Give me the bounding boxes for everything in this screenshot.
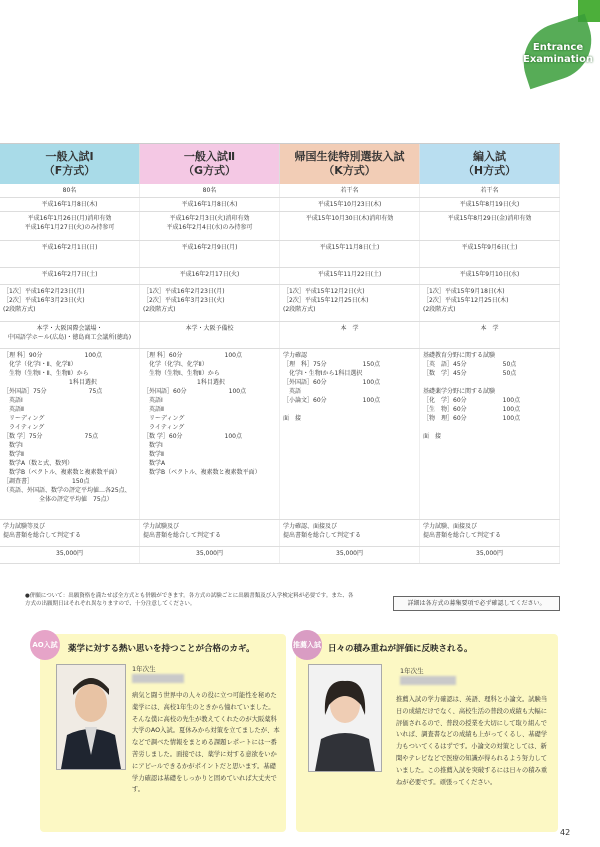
exam-date-cell: 平成16年2月9日(月)	[140, 241, 280, 267]
header-row	[0, 144, 560, 184]
fee-cell: 35,000円	[280, 547, 420, 563]
row-fee	[0, 547, 560, 564]
fee-cell: 35,000円	[420, 547, 560, 563]
column-header-g	[140, 144, 280, 184]
deadline-cell: 平成15年8月29日(金)消印有効	[420, 212, 560, 240]
row-result-date	[0, 268, 560, 285]
column-header-h	[420, 144, 560, 184]
page-number: 42	[560, 828, 571, 837]
student-portrait	[309, 665, 381, 771]
row-procedure	[0, 285, 560, 322]
venue-cell: 本学・大阪国際会議場・ 中国語学ホール(広島)・徳島商工会議所(徳島)	[0, 322, 140, 348]
story-body: 推薦入試の学力確認は、英語、理科と小論文。試験当日の成績だけでなく、高校生活の普段の成績も大幅に評価されるので、普段の授業を大切にして取り組んでいれば、調査書などの成績も上がってくるし、基礎学力もついてくるはずです。小論文の対策としては、新聞やテレビなどで医療の知識が得られるよう努力していました。この推薦入試を突破するには日々の積み重ねが必要です。頑張ってください。	[396, 696, 548, 786]
row-subjects	[0, 349, 560, 520]
exam-date-cell: 平成15年9月6日(土)	[420, 241, 560, 267]
suisen-badge: 推薦入試	[292, 630, 322, 660]
header-title: 編入試	[473, 150, 506, 163]
row-capacity	[0, 184, 560, 198]
row-method	[0, 520, 560, 547]
column-header-k	[280, 144, 420, 184]
row-deadline	[0, 212, 560, 241]
venue-cell: 本学・大阪予備校	[140, 322, 280, 348]
suisen-story-box	[293, 634, 558, 832]
result-date-cell: 平成15年11月22日(土)	[280, 268, 420, 284]
section-title-line2: Examination	[523, 54, 593, 65]
application-cell: 平成16年1月8日(木)	[0, 198, 140, 211]
deadline-cell: 平成15年10月30日(木)消印有効	[280, 212, 420, 240]
result-date-cell: 平成15年9月10日(水)	[420, 268, 560, 284]
result-date-cell: 平成16年2月7日(土)	[0, 268, 140, 284]
method-cell: 学力試験等及び 提出書類を総合して判定する	[0, 520, 140, 546]
student-name-blurred	[132, 674, 184, 683]
procedure-cell: ［1次］平成15年9月18日(木) ［2次］平成15年12月25日(木) (2段階方式)	[420, 285, 560, 321]
subjects-cell: ［理 科］60分 100点 化学（化学Ⅰ、化学Ⅱ） 生物（生物Ⅰ、生物Ⅱ）から 1科目選択 ［外国語］60分 100点 英語Ⅰ 英語Ⅱ リーディング ライティング ［数 学］60分 100点 数学Ⅰ 数学Ⅱ 数学A 数学B（ベクトル、複素数と複素数平面）	[140, 349, 280, 519]
header-method: （H方式）	[462, 164, 517, 177]
capacity-cell: 80名	[0, 184, 140, 197]
venue-cell: 本 学	[420, 322, 560, 348]
story-body-top	[132, 690, 280, 794]
exam-date-cell: 平成15年11月8日(土)	[280, 241, 420, 267]
header-title: 一般入試Ⅱ	[183, 150, 236, 163]
subjects-cell: 基礎教育分野に関する試験 ［英 語］45分 50点 ［数 学］45分 50点 基礎薬学分野に関する試験 ［化 学］60分 100点 ［生 物］60分 100点 ［物 理］60分 100点 面 接	[420, 349, 560, 519]
student-photo	[56, 664, 126, 770]
application-cell: 平成16年1月8日(木)	[140, 198, 280, 211]
student-year: 1年次生	[400, 667, 424, 675]
application-cell: 平成15年8月19日(火)	[420, 198, 560, 211]
venue-cell: 本 学	[280, 322, 420, 348]
procedure-cell: ［1次］平成16年2月23日(月) ［2次］平成16年3月23日(火) (2段階方式)	[140, 285, 280, 321]
exam-date-cell: 平成16年2月1日(日)	[0, 241, 140, 267]
procedure-cell: ［1次］平成16年2月23日(月) ［2次］平成16年3月23日(火) (2段階方式)	[0, 285, 140, 321]
row-exam-date	[0, 241, 560, 268]
method-cell: 学力試験、面接及び 提出書類を総合して判定する	[420, 520, 560, 546]
section-title-line1: Entrance	[532, 42, 584, 53]
row-venue	[0, 322, 560, 349]
exam-table	[0, 143, 560, 564]
footnote: ●併願について：出願資格を満たせば全方式とも併願ができます。各方式の試験ごとに出願書類及び入学検定料が必要です。また、各方式の出願期日はそれぞれ異なりますので、十分注意してください。	[25, 593, 354, 607]
story-body: 病気と闘う世界中の人々の役に立つ可能性を秘めた薬学には、高校1年生のときから憧れていました。そんな僕に高校の先生が教えてくれたのが大阪薬科大学のAO入試。夏休みから対策を立てましたが、本などで調べた情報をまとめる課題レポートには一番苦労しました。面接では、薬学に対する意欲をいかにアピールできるかがポイントだと思います。基礎学力確認は基礎をしっかりと固めていれば大丈夫です。	[132, 692, 280, 794]
student-portrait	[57, 665, 125, 769]
section-title	[518, 42, 598, 66]
detail-notice: 詳細は各方式の募集要項で必ず確認してください。	[393, 596, 560, 611]
header-title: 帰国生徒特別選抜入試	[294, 150, 405, 163]
story-title: 薬学に対する熱い思いを持つことが合格のカギ。	[68, 644, 255, 654]
ao-badge: AO入試	[30, 630, 60, 660]
deadline-cell: 平成16年2月3日(火)消印有効 平成16年2月4日(水)のみ持参可	[140, 212, 280, 240]
subjects-cell: 学力確認 ［理 科］75分 150点 化学Ⅰ・生物Ⅰから1科目選択 ［外国語］60分 100点 英語 ［小論文］60分 100点 面 接	[280, 349, 420, 519]
application-cell: 平成15年10月23日(木)	[280, 198, 420, 211]
header-method: （K方式）	[323, 164, 376, 177]
fee-cell: 35,000円	[140, 547, 280, 563]
student-year: 1年次生	[132, 665, 156, 673]
method-cell: 学力試験及び 提出書類を総合して判定する	[140, 520, 280, 546]
procedure-cell: ［1次］平成15年12月2日(火) ［2次］平成15年12月25日(木) (2段階方式)	[280, 285, 420, 321]
column-header-f	[0, 144, 140, 184]
header-method: （F方式）	[43, 164, 96, 177]
result-date-cell: 平成16年2月17日(火)	[140, 268, 280, 284]
capacity-cell: 80名	[140, 184, 280, 197]
capacity-cell: 若干名	[420, 184, 560, 197]
deadline-cell: 平成16年1月26日(月)消印有効 平成16年1月27日(火)のみ持参可	[0, 212, 140, 240]
ao-story-box	[32, 634, 286, 832]
student-photo	[308, 664, 382, 772]
method-cell: 学力確認、面接及び 提出書類を総合して判定する	[280, 520, 420, 546]
subjects-cell: ［理 科］90分 100点 化学（化学Ⅰ・Ⅱ、化学Ⅱ） 生物（生物Ⅰ・Ⅱ、生物Ⅱ）から 1科目選択 ［外国語］75分 75点 英語Ⅰ 英語Ⅱ リーディング ライティング ［数 学］75分 75点 数学Ⅰ 数学Ⅱ 数学A（数と式、数列） 数学B（ベクトル、複素数と複素数平面） ［調査書］ 150点 （英語、外国語、数学の評定平均値…各25点、 全体の評定平均値 75点）	[0, 349, 140, 519]
capacity-cell: 若干名	[280, 184, 420, 197]
story-body-wrap	[396, 694, 552, 788]
header-method: （G方式）	[182, 164, 237, 177]
header-title: 一般入試Ⅰ	[45, 150, 94, 163]
fee-cell: 35,000円	[0, 547, 140, 563]
story-title: 日々の積み重ねが評価に反映される。	[328, 644, 473, 654]
row-application-start	[0, 198, 560, 212]
student-name-blurred	[400, 676, 456, 685]
